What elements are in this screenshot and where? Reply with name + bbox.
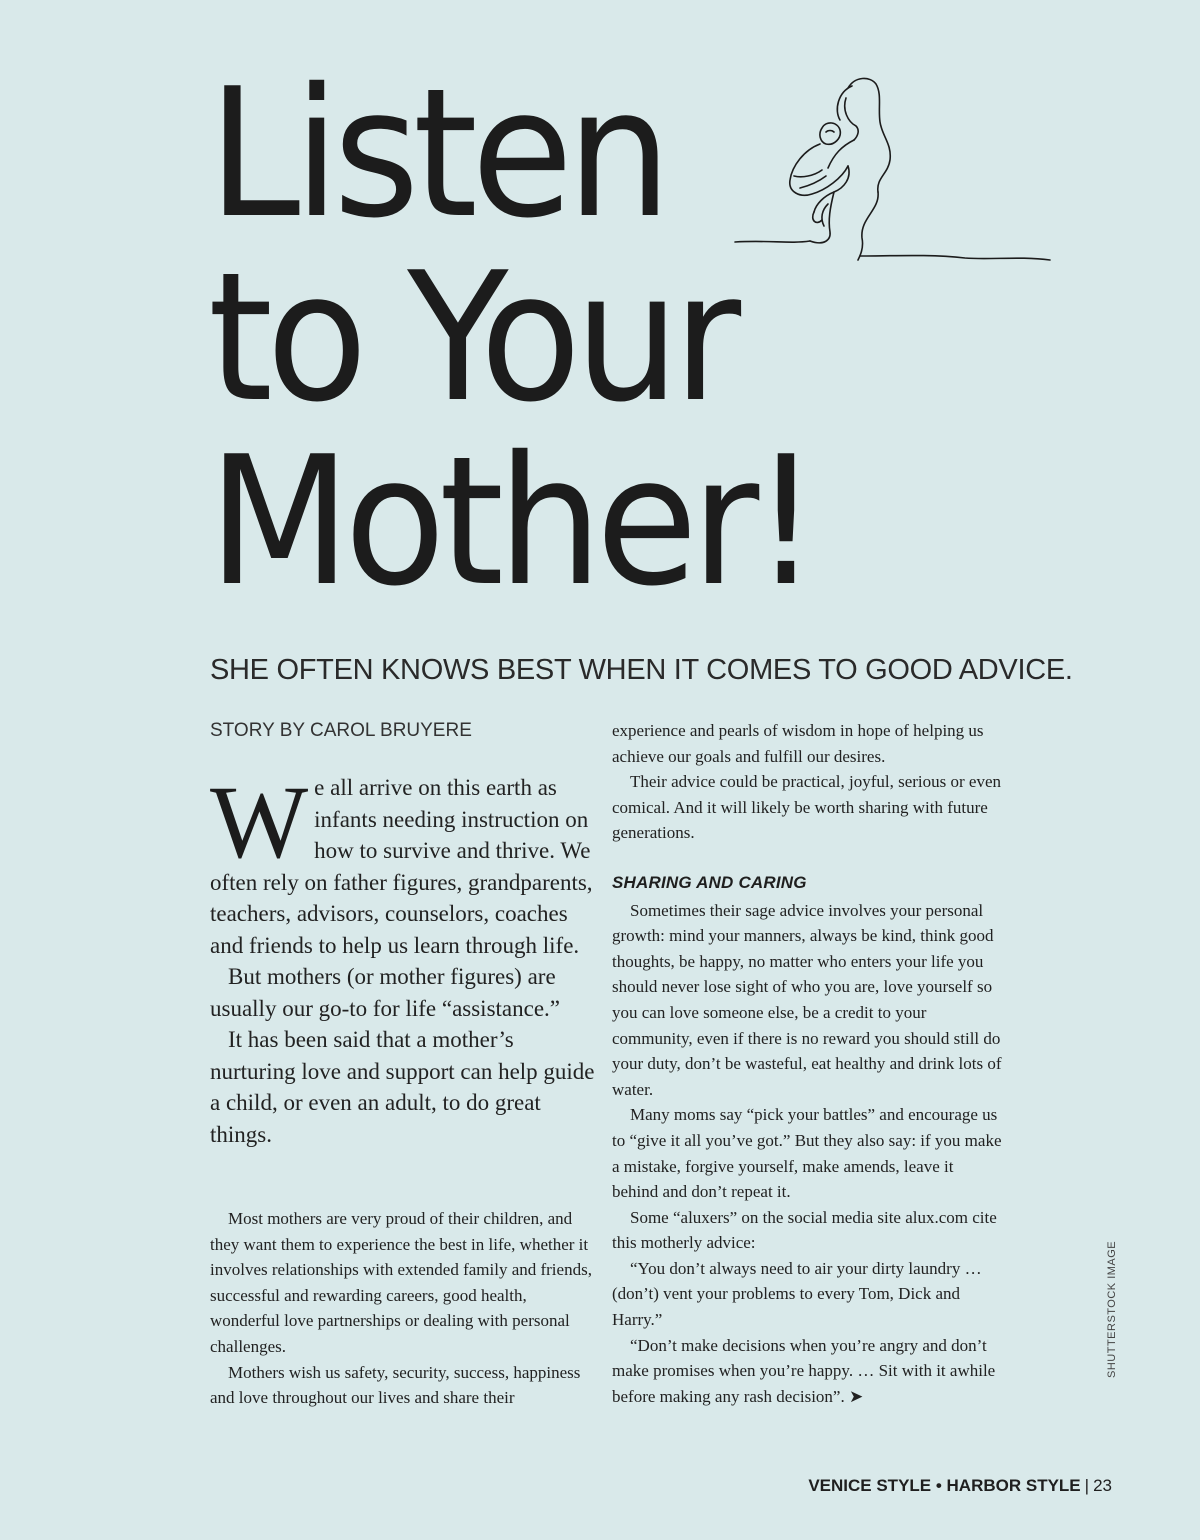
subtitle: SHE OFTEN KNOWS BEST WHEN IT COMES TO GOOD ADVICE. <box>210 654 1073 686</box>
section-heading: SHARING AND CARING <box>612 872 807 892</box>
body-paragraph-3: experience and pearls of wisdom in hope of helping us achieve our goals and fulfill our desires. <box>612 721 984 766</box>
byline: STORY BY CAROL BRUYERE <box>210 720 472 741</box>
page-number: 23 <box>1093 1476 1112 1495</box>
publication-name: VENICE STYLE • HARBOR STYLE <box>808 1476 1081 1495</box>
headline <box>208 50 813 625</box>
image-credit: SHUTTERSTOCK IMAGE <box>1106 1240 1118 1378</box>
body-paragraph-7: Some “aluxers” on the social media site alux.com cite this motherly advice: <box>612 1207 997 1253</box>
lead-paragraph-2: But mothers (or mother figures) are usually our go-to for life “assistance.” <box>210 964 560 1021</box>
lead-paragraph-1 <box>210 765 595 961</box>
lead-paragraph-3: It has been said that a mother’s nurturing love and support can help guide a child, or even an adult, to do great things. <box>210 1027 595 1147</box>
headline-line-2: to Your <box>208 234 735 441</box>
body-paragraph-1: Most mothers are very proud of their children, and they want them to experience the best in life, whether it involves relationships with extended family and friends, successful and rewarding careers, good health, wonderful love partnerships or dealing with personal challenges. <box>210 1209 592 1356</box>
body-paragraph-9: “Don’t make decisions when you’re angry and don’t make promises when you’re happy. … Sit with it awhile before making any rash decision”. ➤ <box>612 1335 996 1406</box>
headline-line-3: Mother! <box>208 418 813 625</box>
body-column-1 <box>210 1206 595 1411</box>
body-paragraph-8: “You don’t always need to air your dirty laundry … (don’t) vent your problems to every Tom, Dick and Harry.” <box>612 1258 982 1330</box>
mother-holding-baby-illustration <box>730 70 1060 270</box>
body-paragraph-2: Mothers wish us safety, security, success, happiness and love throughout our lives and share their <box>210 1362 581 1408</box>
body-paragraph-6: Many moms say “pick your battles” and encourage us to “give it all you’ve got.” But they also say: if you make a mistake, forgive yourself, make amends, leave it behind and don’t repeat it. <box>612 1105 1002 1202</box>
body-paragraph-4: Their advice could be practical, joyful, serious or even comical. And it will likely be worth sharing with future generations. <box>612 772 1002 843</box>
lead-paragraph-1-text: e all arrive on this earth as infants needing instruction on how to survive and thrive. We often rely on father figures, grandparents, teachers, advisors, counselors, coaches and friends to help us learn through life. <box>210 775 593 958</box>
page-footer <box>808 1476 1112 1496</box>
lead-column <box>210 765 595 1150</box>
drop-cap: W <box>210 765 309 880</box>
body-paragraph-5: Sometimes their sage advice involves your personal growth: mind your manners, always be kind, think good thoughts, be happy, no matter who enters your life you should never lose sight of who you are, love yourself so you can love someone else, be a credit to your community, even if there is no reward you should still do your duty, don’t be wasteful, eat healthy and drink lots of water. <box>612 900 1002 1099</box>
headline-line-1: Listen <box>208 50 666 257</box>
body-column-2 <box>612 718 1002 1409</box>
footer-separator: | <box>1084 1476 1090 1495</box>
